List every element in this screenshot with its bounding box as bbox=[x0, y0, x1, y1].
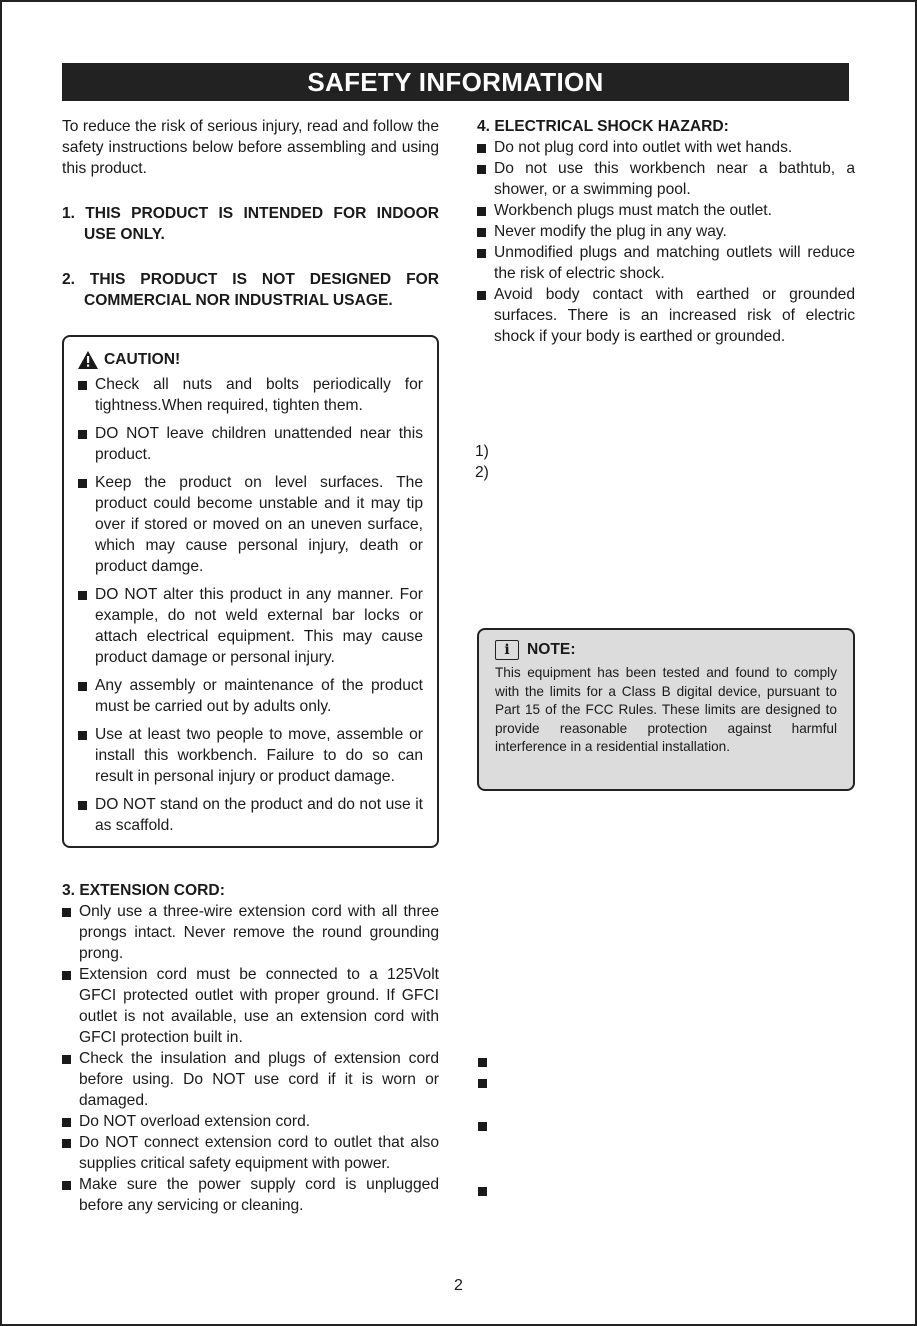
bullet-marker bbox=[478, 1079, 487, 1088]
numbered-markers bbox=[475, 441, 489, 483]
list-item: Only use a three-wire extension cord with all three prongs intact. Never remove the round grounding prong. bbox=[62, 901, 439, 964]
list-item: Do NOT connect extension cord to outlet that also supplies critical safety equipment with power. bbox=[62, 1132, 439, 1174]
number-marker: 2) bbox=[475, 464, 489, 481]
list-item: Check the insulation and plugs of extension cord before using. Do NOT use cord if it is worn or damaged. bbox=[62, 1048, 439, 1111]
note-box bbox=[477, 628, 855, 791]
info-icon: i bbox=[495, 640, 519, 660]
note-text: This equipment has been tested and found to comply with the limits for a Class B digital device, pursuant to Part 15 of the FCC Rules. These limits are designed to provide reasonable protection against harmful interference in a residential installation. bbox=[495, 665, 837, 755]
electrical-shock-list bbox=[477, 137, 855, 347]
item-2-heading: 2. THIS PRODUCT IS NOT DESIGNED FOR COMMERCIAL NOR INDUSTRIAL USAGE. bbox=[62, 271, 439, 309]
list-item: Workbench plugs must match the outlet. bbox=[477, 200, 855, 221]
list-item: DO NOT alter this product in any manner. For example, do not weld external bar locks or attach electrical equipment. This may cause product damage or personal injury. bbox=[78, 584, 423, 668]
number-marker: 1) bbox=[475, 443, 489, 460]
electrical-shock-heading: 4. ELECTRICAL SHOCK HAZARD: bbox=[477, 118, 729, 135]
caution-box bbox=[62, 335, 439, 848]
list-item: Never modify the plug in any way. bbox=[477, 221, 855, 242]
bullet-marker bbox=[478, 1122, 487, 1131]
caution-header bbox=[78, 349, 423, 370]
list-item: Keep the product on level surfaces. The product could become unstable and it may tip over if stored or moved on an uneven surface, which may cause personal injury, death or product damge. bbox=[78, 472, 423, 577]
right-column bbox=[477, 116, 855, 347]
list-item: Do not use this workbench near a bathtub, a shower, or a swimming pool. bbox=[477, 158, 855, 200]
bullet-marker bbox=[478, 1187, 487, 1196]
list-item: Make sure the power supply cord is unplugged before any servicing or cleaning. bbox=[62, 1174, 439, 1216]
page-title: SAFETY INFORMATION bbox=[62, 63, 849, 101]
caution-list bbox=[78, 374, 423, 836]
intro-paragraph: To reduce the risk of serious injury, read and follow the safety instructions below before assembling and using this product. bbox=[62, 118, 439, 177]
bullet-marker bbox=[478, 1058, 487, 1067]
extension-cord-list bbox=[62, 901, 439, 1216]
note-header bbox=[495, 640, 837, 660]
item-1-heading: 1. THIS PRODUCT IS INTENDED FOR INDOOR USE ONLY. bbox=[62, 205, 439, 243]
note-title: NOTE: bbox=[527, 641, 576, 658]
list-item: Do not plug cord into outlet with wet hands. bbox=[477, 137, 855, 158]
list-item: Do NOT overload extension cord. bbox=[62, 1111, 439, 1132]
list-item: Extension cord must be connected to a 125Volt GFCI protected outlet with proper ground. If GFCI outlet is not available, use an extension cord with GFCI protection built in. bbox=[62, 964, 439, 1048]
list-item: DO NOT stand on the product and do not use it as scaffold. bbox=[78, 794, 423, 836]
extension-cord-heading: 3. EXTENSION CORD: bbox=[62, 882, 225, 899]
list-item: Unmodified plugs and matching outlets will reduce the risk of electric shock. bbox=[477, 242, 855, 284]
left-column bbox=[62, 116, 439, 1216]
warning-triangle-icon bbox=[78, 351, 98, 369]
list-item: Use at least two people to move, assemble or install this workbench. Failure to do so can result in personal injury or product damage. bbox=[78, 724, 423, 787]
caution-title: CAUTION! bbox=[104, 351, 181, 368]
list-item: Avoid body contact with earthed or grounded surfaces. There is an increased risk of electric shock if your body is earthed or grounded. bbox=[477, 284, 855, 347]
list-item: Check all nuts and bolts periodically for tightness.When required, tighten them. bbox=[78, 374, 423, 416]
page-number: 2 bbox=[454, 1277, 463, 1294]
list-item: DO NOT leave children unattended near this product. bbox=[78, 423, 423, 465]
list-item: Any assembly or maintenance of the product must be carried out by adults only. bbox=[78, 675, 423, 717]
